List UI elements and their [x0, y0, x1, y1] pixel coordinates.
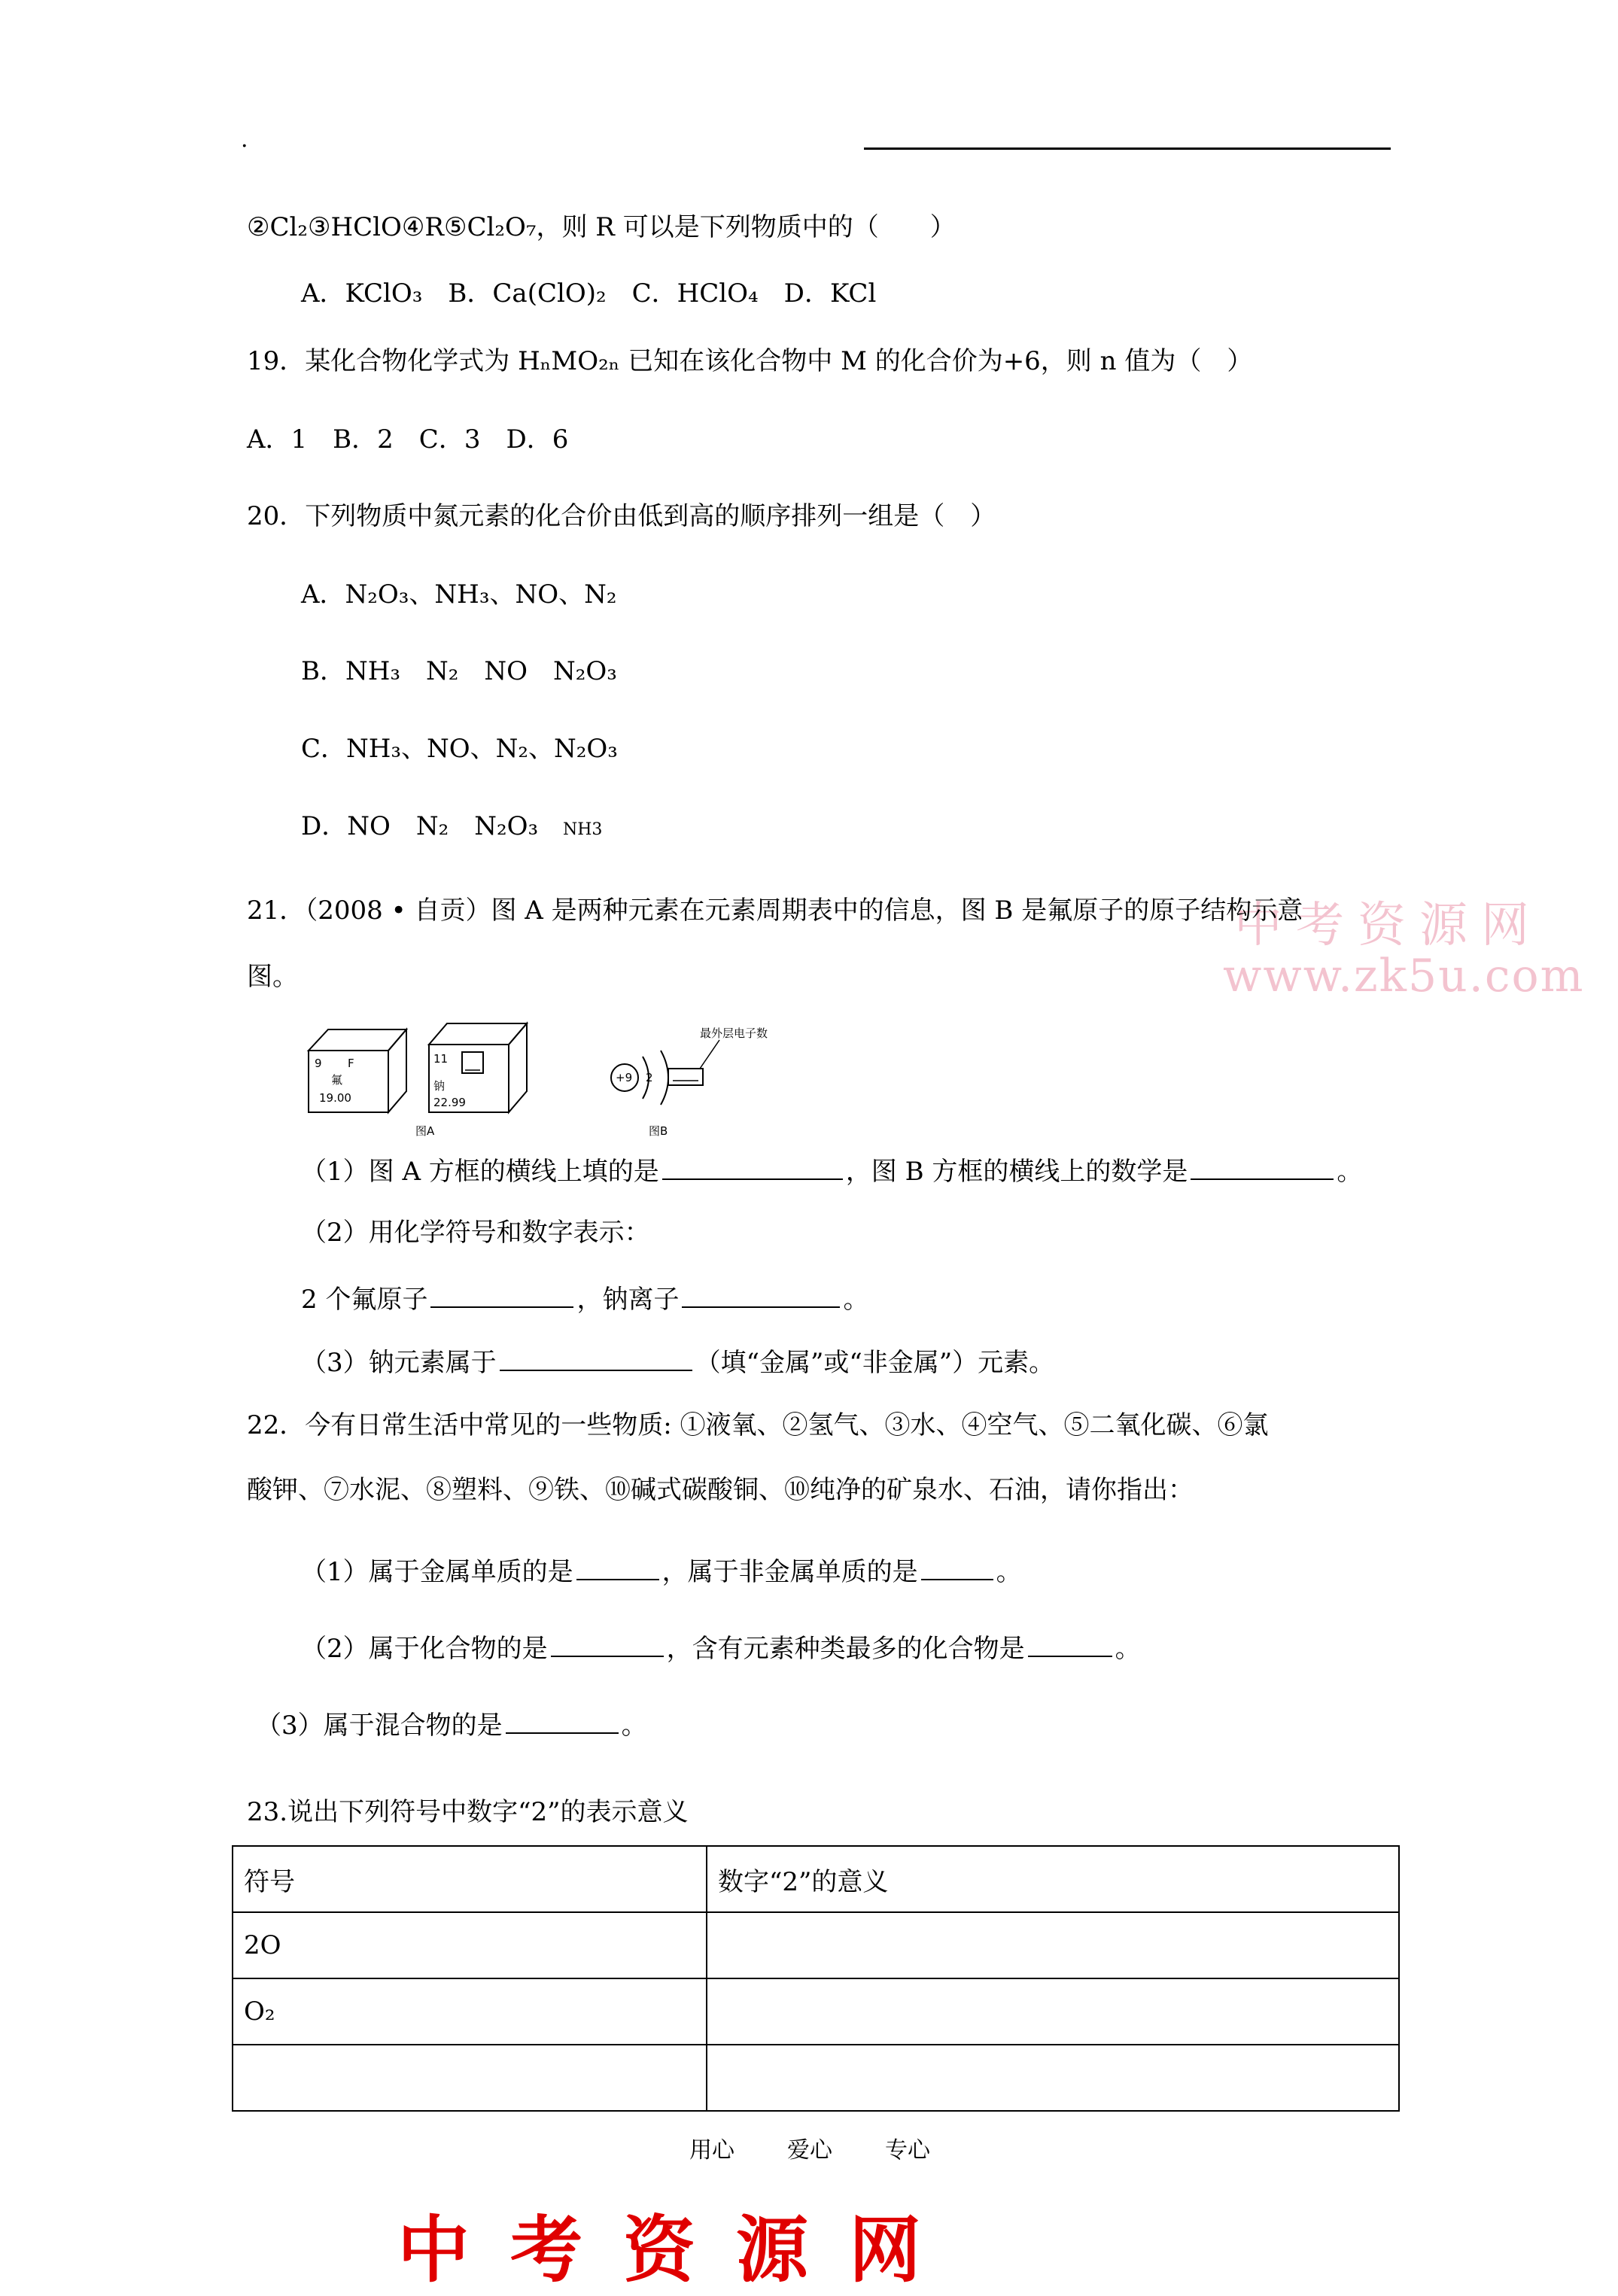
q21-part2-a: 2 个氟原子: [301, 1285, 428, 1315]
q21-blank-3[interactable]: [430, 1281, 573, 1308]
outer-electron-label: 最外层电子数: [700, 1026, 768, 1040]
q21-blank-4[interactable]: [682, 1281, 840, 1308]
atom-shell-2: [661, 1051, 668, 1105]
q22-stem-line1: 22．今有日常生活中常见的一些物质: ①液氧、②氢气、③水、④空气、⑤二氧化碳、⑥氯: [247, 1410, 1269, 1440]
q22-part1-c: 。: [996, 1557, 1022, 1587]
q20-option-c: C．NH₃、NO、N₂、N₂O₃: [301, 734, 618, 764]
caption-fig-a: 图A: [415, 1124, 435, 1138]
box1-number: 9: [315, 1057, 322, 1070]
row-meaning-cell[interactable]: [707, 1912, 1399, 1978]
q22-part2: [301, 1630, 1141, 1665]
table-row: [233, 1978, 1399, 2045]
q22-part3-b: 。: [621, 1711, 647, 1741]
caption-fig-b: 图B: [649, 1124, 668, 1138]
q21-figure: [301, 1008, 828, 1141]
q21-part2-line: [301, 1281, 868, 1315]
box1-symbol: F: [348, 1057, 354, 1070]
q20-option-d-text: D．NO N₂ N₂O₃: [301, 811, 539, 841]
q22-stem-line2: 酸钾、⑦水泥、⑧塑料、⑨铁、⑩碱式碳酸铜、⑩纯净的矿泉水、石油，请你指出：: [247, 1475, 1194, 1505]
header-rule: [864, 147, 1391, 150]
q22-part2-b: ，含有元素种类最多的化合物是: [666, 1634, 1025, 1664]
q19-options: A．1 B．2 C．3 D．6: [247, 424, 569, 455]
q20-stem: 20．下列物质中氮元素的化合价由低到高的顺序排列一组是（ ）: [247, 501, 996, 531]
q20-option-a: A．N₂O₃、NH₃、NO、N₂: [301, 579, 617, 610]
header-meaning: 数字“2”的意义: [707, 1846, 1399, 1912]
footer-motto-3: 专心: [885, 2137, 930, 2164]
q22-blank-1[interactable]: [576, 1553, 659, 1580]
q21-stem-line1: 21．（2008 • 自贡）图 A 是两种元素在元素周期表中的信息，图 B 是氟原子的原子结构示意: [247, 896, 1303, 926]
row-symbol: O₂: [233, 1978, 707, 2045]
q21-part2-c: 。: [843, 1285, 869, 1315]
q22-part2-c: 。: [1115, 1634, 1141, 1664]
table-header-row: [233, 1846, 1399, 1912]
box1-mass: 19.00: [319, 1091, 351, 1105]
row-meaning-cell[interactable]: [707, 2045, 1399, 2111]
q21-part1-a: （1）图 A 方框的横线上填的是: [301, 1157, 659, 1187]
box2-name: 钠: [433, 1079, 446, 1093]
q21-blank-2[interactable]: [1191, 1153, 1334, 1180]
row-meaning-cell[interactable]: [707, 1978, 1399, 2045]
q21-part3: [301, 1344, 1054, 1379]
symbol-meaning-table: [232, 1845, 1400, 2112]
footer-motto-1: 用心: [689, 2137, 734, 2164]
q21-part3-b: （填“金属”或“非金属”）元素。: [695, 1348, 1055, 1378]
q20-option-d: [301, 811, 602, 842]
q21-part2-b: ，钠离子: [576, 1285, 680, 1315]
footer-brand-logo: 中考资源网: [397, 2208, 962, 2292]
q22-blank-4[interactable]: [1028, 1630, 1112, 1657]
q22-part1-a: （1）属于金属单质的是: [301, 1557, 573, 1587]
q22-blank-2[interactable]: [921, 1553, 993, 1580]
q21-stem-line2: 图。: [247, 962, 298, 992]
q21-part1-c: 。: [1337, 1157, 1363, 1187]
atom-nucleus-charge: +9: [616, 1071, 633, 1084]
table-row: [233, 1912, 1399, 1978]
q21-blank-5[interactable]: [500, 1344, 692, 1371]
box2-mass: 22.99: [433, 1096, 466, 1109]
outer-electron-box: [668, 1069, 703, 1085]
q23-stem: 23.说出下列符号中数字“2”的表示意义: [247, 1797, 689, 1827]
q22-part2-a: （2）属于化合物的是: [301, 1634, 548, 1664]
q22-part1: [301, 1553, 1022, 1588]
q21-blank-1[interactable]: [662, 1153, 843, 1180]
atom-shell-1-electrons: 2: [646, 1071, 653, 1084]
header-dot: .: [241, 126, 248, 153]
q22-blank-5[interactable]: [506, 1707, 619, 1734]
q22-part3-a: （3）属于混合物的是: [256, 1711, 503, 1741]
watermark-site-name: 中考资源网: [1234, 898, 1543, 953]
box2-number: 11: [433, 1052, 449, 1066]
q21-part2: （2）用化学符号和数字表示：: [301, 1218, 650, 1248]
q22-part3: [256, 1707, 647, 1741]
box1-name: 氟: [331, 1073, 343, 1087]
q20-option-d-tail: NH3: [562, 820, 603, 839]
outer-label-leader: [700, 1040, 719, 1069]
header-symbol: 符号: [233, 1846, 707, 1912]
q22-blank-3[interactable]: [551, 1630, 664, 1657]
q20-option-b: B．NH₃ N₂ NO N₂O₃: [301, 656, 617, 686]
q18-options: A．KClO₃ B．Ca(ClO)₂ C．HClO₄ D．KCl: [301, 278, 877, 309]
row-symbol[interactable]: [233, 2045, 707, 2111]
q21-part1-b: ，图 B 方框的横线上的数学是: [845, 1157, 1188, 1187]
row-symbol: 2O: [233, 1912, 707, 1978]
q22-part1-b: ，属于非金属单质的是: [661, 1557, 918, 1587]
q18-stem: ②Cl₂③HClO④R⑤Cl₂O₇，则 R 可以是下列物质中的（ ）: [247, 212, 956, 242]
watermark-url: www.zk5u.com: [1223, 950, 1585, 1002]
q21-part1: [301, 1153, 1362, 1188]
table-row: [233, 2045, 1399, 2111]
footer-motto-2: 爱心: [787, 2137, 832, 2164]
q19-stem: 19．某化合物化学式为 HₙMO₂ₙ 已知在该化合物中 M 的化合价为+6，则 n 值为（ ）: [247, 346, 1253, 376]
q21-part3-a: （3）钠元素属于: [301, 1348, 497, 1378]
